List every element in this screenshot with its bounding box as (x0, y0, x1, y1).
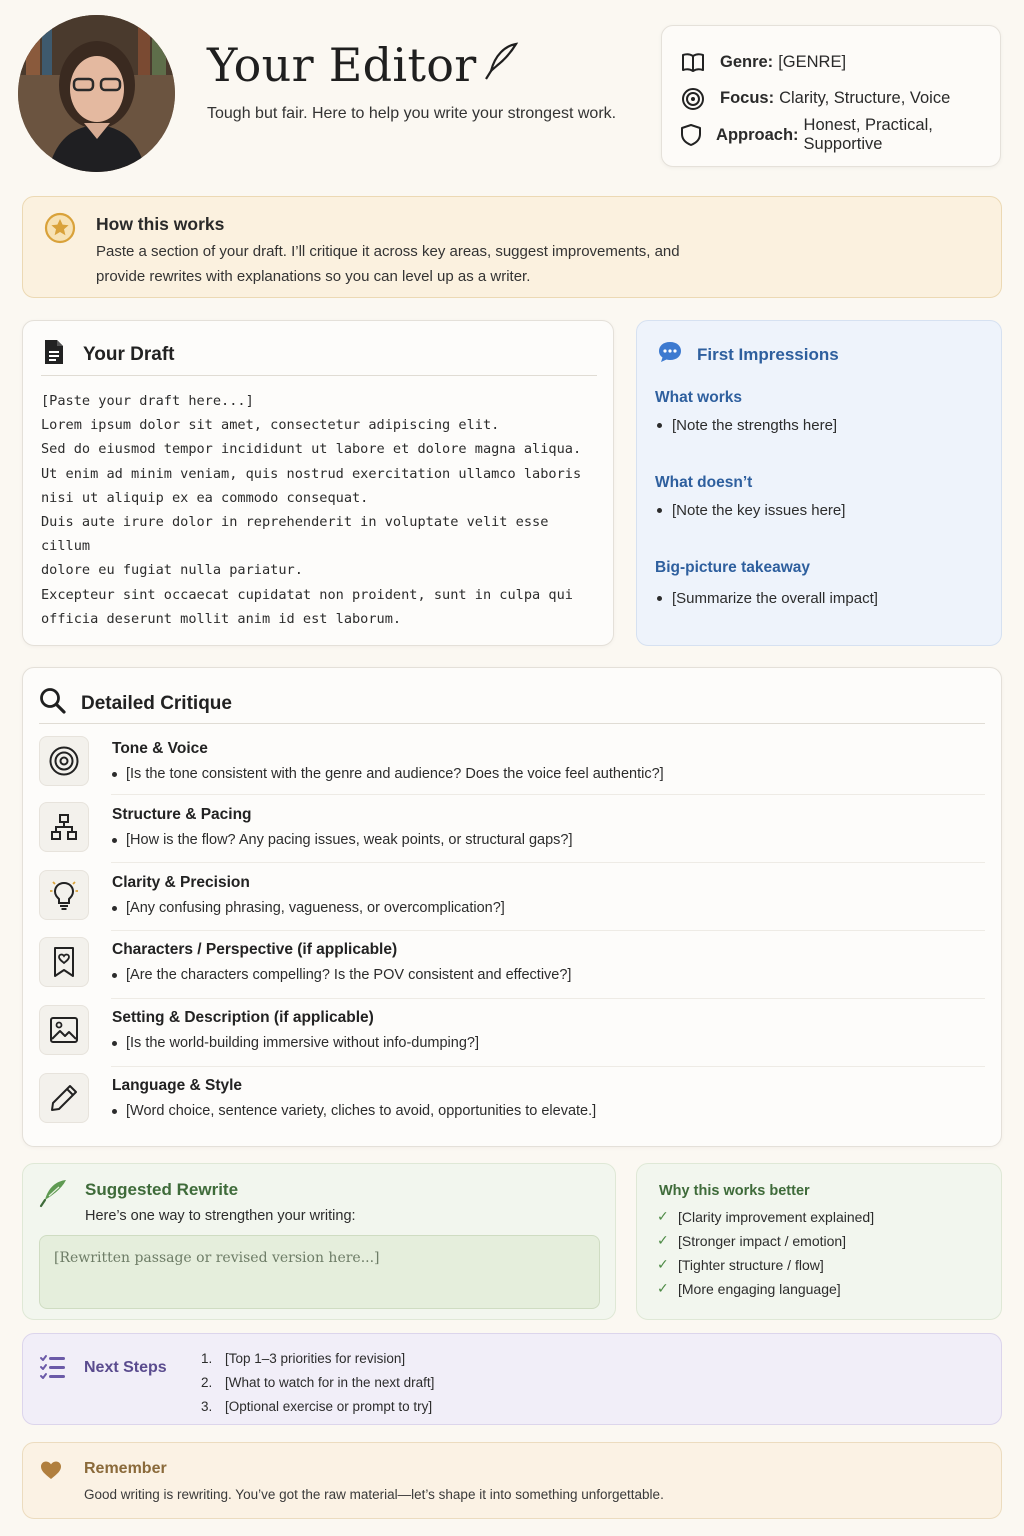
critique-row-text: [Is the world-building immersive without info-dumping?] (126, 1035, 479, 1051)
remember-title: Remember (84, 1460, 167, 1477)
suggested-rewrite-card (22, 1163, 616, 1320)
critique-row-language (39, 1073, 985, 1133)
star-badge-icon (43, 211, 77, 250)
why-title: Why this works better (659, 1183, 810, 1199)
bullet (112, 1109, 117, 1114)
big-picture-item (657, 590, 878, 607)
info-approach (680, 117, 984, 154)
why-item (657, 1280, 841, 1297)
critique-row-structure (39, 802, 985, 862)
rewrite-title: Suggested Rewrite (85, 1180, 239, 1199)
row-divider (111, 1066, 985, 1067)
big-picture-text: [Summarize the overall impact] (672, 590, 878, 607)
info-genre-label: Genre: (720, 52, 774, 71)
page-title (207, 38, 519, 92)
document-icon (43, 339, 65, 370)
how-title: How this works (96, 214, 225, 234)
why-better-card (636, 1163, 1002, 1320)
critique-row-text: [Any confusing phrasing, vagueness, or overcomplication?] (126, 900, 505, 916)
pencil-icon (39, 1073, 89, 1123)
critique-row-body (112, 1103, 596, 1119)
bookmark-heart-icon (39, 937, 89, 987)
check-icon: ✓ (657, 1232, 669, 1248)
editor-info-card (661, 25, 1001, 167)
why-item (657, 1208, 874, 1225)
why-item (657, 1256, 824, 1273)
chat-bubble-icon (657, 340, 683, 369)
feather-icon (39, 1178, 69, 1213)
target-icon (39, 736, 89, 786)
first-impressions-header (657, 340, 839, 369)
row-divider (111, 930, 985, 931)
bullet (657, 596, 662, 601)
info-genre-value: [GENRE] (778, 52, 847, 71)
critique-row-tone (39, 736, 985, 796)
critique-row-body (112, 832, 573, 848)
critique-row-title: Language & Style (112, 1077, 243, 1094)
info-approach-label: Approach: (716, 125, 799, 144)
next-steps-list (201, 1346, 434, 1418)
bullet (657, 423, 662, 428)
divider (41, 375, 597, 376)
critique-title: Detailed Critique (81, 692, 232, 714)
critique-row-text: [How is the flow? Any pacing issues, weak points, or structural gaps?] (126, 832, 573, 848)
divider (39, 723, 985, 724)
critique-row-body (112, 900, 505, 916)
checklist-icon (39, 1354, 67, 1385)
why-item-text: [Tighter structure / flow] (678, 1256, 824, 1273)
draft-textarea[interactable]: [Paste your draft here...] Lorem ipsum dolor sit amet, consectetur adipiscing elit. Sed do eiusmod tempor incididunt ut labore et dolore magna aliqua. Ut enim ad minim veniam, quis nostrud exercitation ullamco laboris nisi ut aliquip ex ea commodo consequat. Duis aute irure dolor in reprehenderit in voluptate velit esse cillum dolore eu fugiat nulla pariatur. Excepteur sint occaecat cupidatat non proident, sunt in culpa qui officia deserunt mollit anim id est laborum. (41, 393, 582, 627)
critique-row-body (112, 766, 664, 782)
critique-header (39, 687, 232, 720)
next-step-item (201, 1346, 434, 1370)
critique-row-text: [Is the tone consistent with the genre and audience? Does the voice feel authentic?] (126, 766, 664, 782)
book-icon (680, 49, 706, 75)
step-number: 3. (201, 1398, 213, 1414)
shield-icon (680, 122, 702, 148)
bullet (112, 1041, 117, 1046)
critique-row-text: [Are the characters compelling? Is the POV consistent and effective?] (126, 967, 572, 983)
what-doesnt-heading: What doesn’t (655, 474, 753, 491)
editor-avatar (18, 15, 175, 172)
critique-row-title: Clarity & Precision (112, 874, 250, 891)
first-impressions-card (636, 320, 1002, 646)
structure-icon (39, 802, 89, 852)
bullet (112, 772, 117, 777)
rewrite-textarea[interactable]: [Rewritten passage or revised version here...] (39, 1235, 600, 1309)
critique-row-clarity (39, 870, 985, 930)
why-item-text: [Stronger impact / emotion] (678, 1232, 847, 1249)
info-genre (680, 44, 984, 81)
how-this-works-banner (22, 196, 1002, 298)
heart-icon (39, 1459, 63, 1486)
search-icon (39, 687, 67, 720)
next-steps-card (22, 1333, 1002, 1425)
step-text: [What to watch for in the next draft] (225, 1374, 435, 1390)
critique-row-title: Characters / Perspective (if applicable) (112, 941, 398, 958)
image-icon (39, 1005, 89, 1055)
what-works-text: [Note the strengths here] (672, 417, 838, 434)
row-divider (111, 794, 985, 795)
what-doesnt-item (657, 502, 845, 519)
remember-text: Good writing is rewriting. You’ve got the raw material—let’s shape it into something unforgettable. (84, 1487, 664, 1502)
target-icon (680, 86, 706, 112)
info-focus (680, 81, 984, 118)
critique-row-characters (39, 937, 985, 997)
remember-card (22, 1442, 1002, 1519)
bullet (657, 508, 662, 513)
why-item-text: [More engaging language] (678, 1280, 841, 1297)
critique-row-setting (39, 1005, 985, 1065)
detailed-critique-card (22, 667, 1002, 1147)
bullet (112, 838, 117, 843)
quill-icon (483, 38, 519, 92)
page-title-text: Your Editor (207, 38, 477, 92)
info-focus-value: Clarity, Structure, Voice (779, 89, 951, 108)
next-step-item (201, 1394, 434, 1418)
why-item-text: [Clarity improvement explained] (678, 1208, 875, 1225)
bullet (112, 906, 117, 911)
critique-row-body (112, 967, 571, 983)
step-text: [Top 1–3 priorities for revision] (225, 1350, 406, 1366)
rewrite-subtitle: Here’s one way to strengthen your writing: (85, 1208, 356, 1224)
info-focus-label: Focus: (720, 89, 775, 108)
next-step-item (201, 1370, 434, 1394)
check-icon: ✓ (657, 1280, 669, 1296)
draft-header (43, 339, 174, 370)
first-impressions-title: First Impressions (697, 344, 839, 364)
next-steps-title: Next Steps (84, 1359, 167, 1376)
step-text: [Optional exercise or prompt to try] (225, 1398, 433, 1414)
what-works-item (657, 417, 837, 434)
row-divider (111, 998, 985, 999)
why-item (657, 1232, 846, 1249)
page-subtitle: Tough but fair. Here to help you write your strongest work. (207, 105, 617, 122)
critique-row-text: [Word choice, sentence variety, cliches to avoid, opportunities to elevate.] (126, 1103, 597, 1119)
critique-row-body (112, 1035, 479, 1051)
info-approach-value: Honest, Practical, Supportive (803, 116, 933, 154)
big-picture-heading: Big-picture takeaway (655, 559, 811, 576)
critique-row-title: Structure & Pacing (112, 806, 252, 823)
step-number: 2. (201, 1374, 213, 1390)
what-doesnt-text: [Note the key issues here] (672, 502, 846, 519)
draft-card (22, 320, 614, 646)
check-icon: ✓ (657, 1208, 669, 1224)
draft-title: Your Draft (83, 343, 175, 365)
row-divider (111, 862, 985, 863)
lightbulb-icon (39, 870, 89, 920)
bullet (112, 973, 117, 978)
critique-row-title: Tone & Voice (112, 740, 208, 757)
how-text: Paste a section of your draft. I’ll critique it across key areas, suggest improvements, and provide rewrites with explanations so you can level up as a writer. (96, 243, 680, 285)
what-works-heading: What works (655, 389, 742, 406)
check-icon: ✓ (657, 1256, 669, 1272)
critique-row-title: Setting & Description (if applicable) (112, 1009, 374, 1026)
step-number: 1. (201, 1350, 213, 1366)
